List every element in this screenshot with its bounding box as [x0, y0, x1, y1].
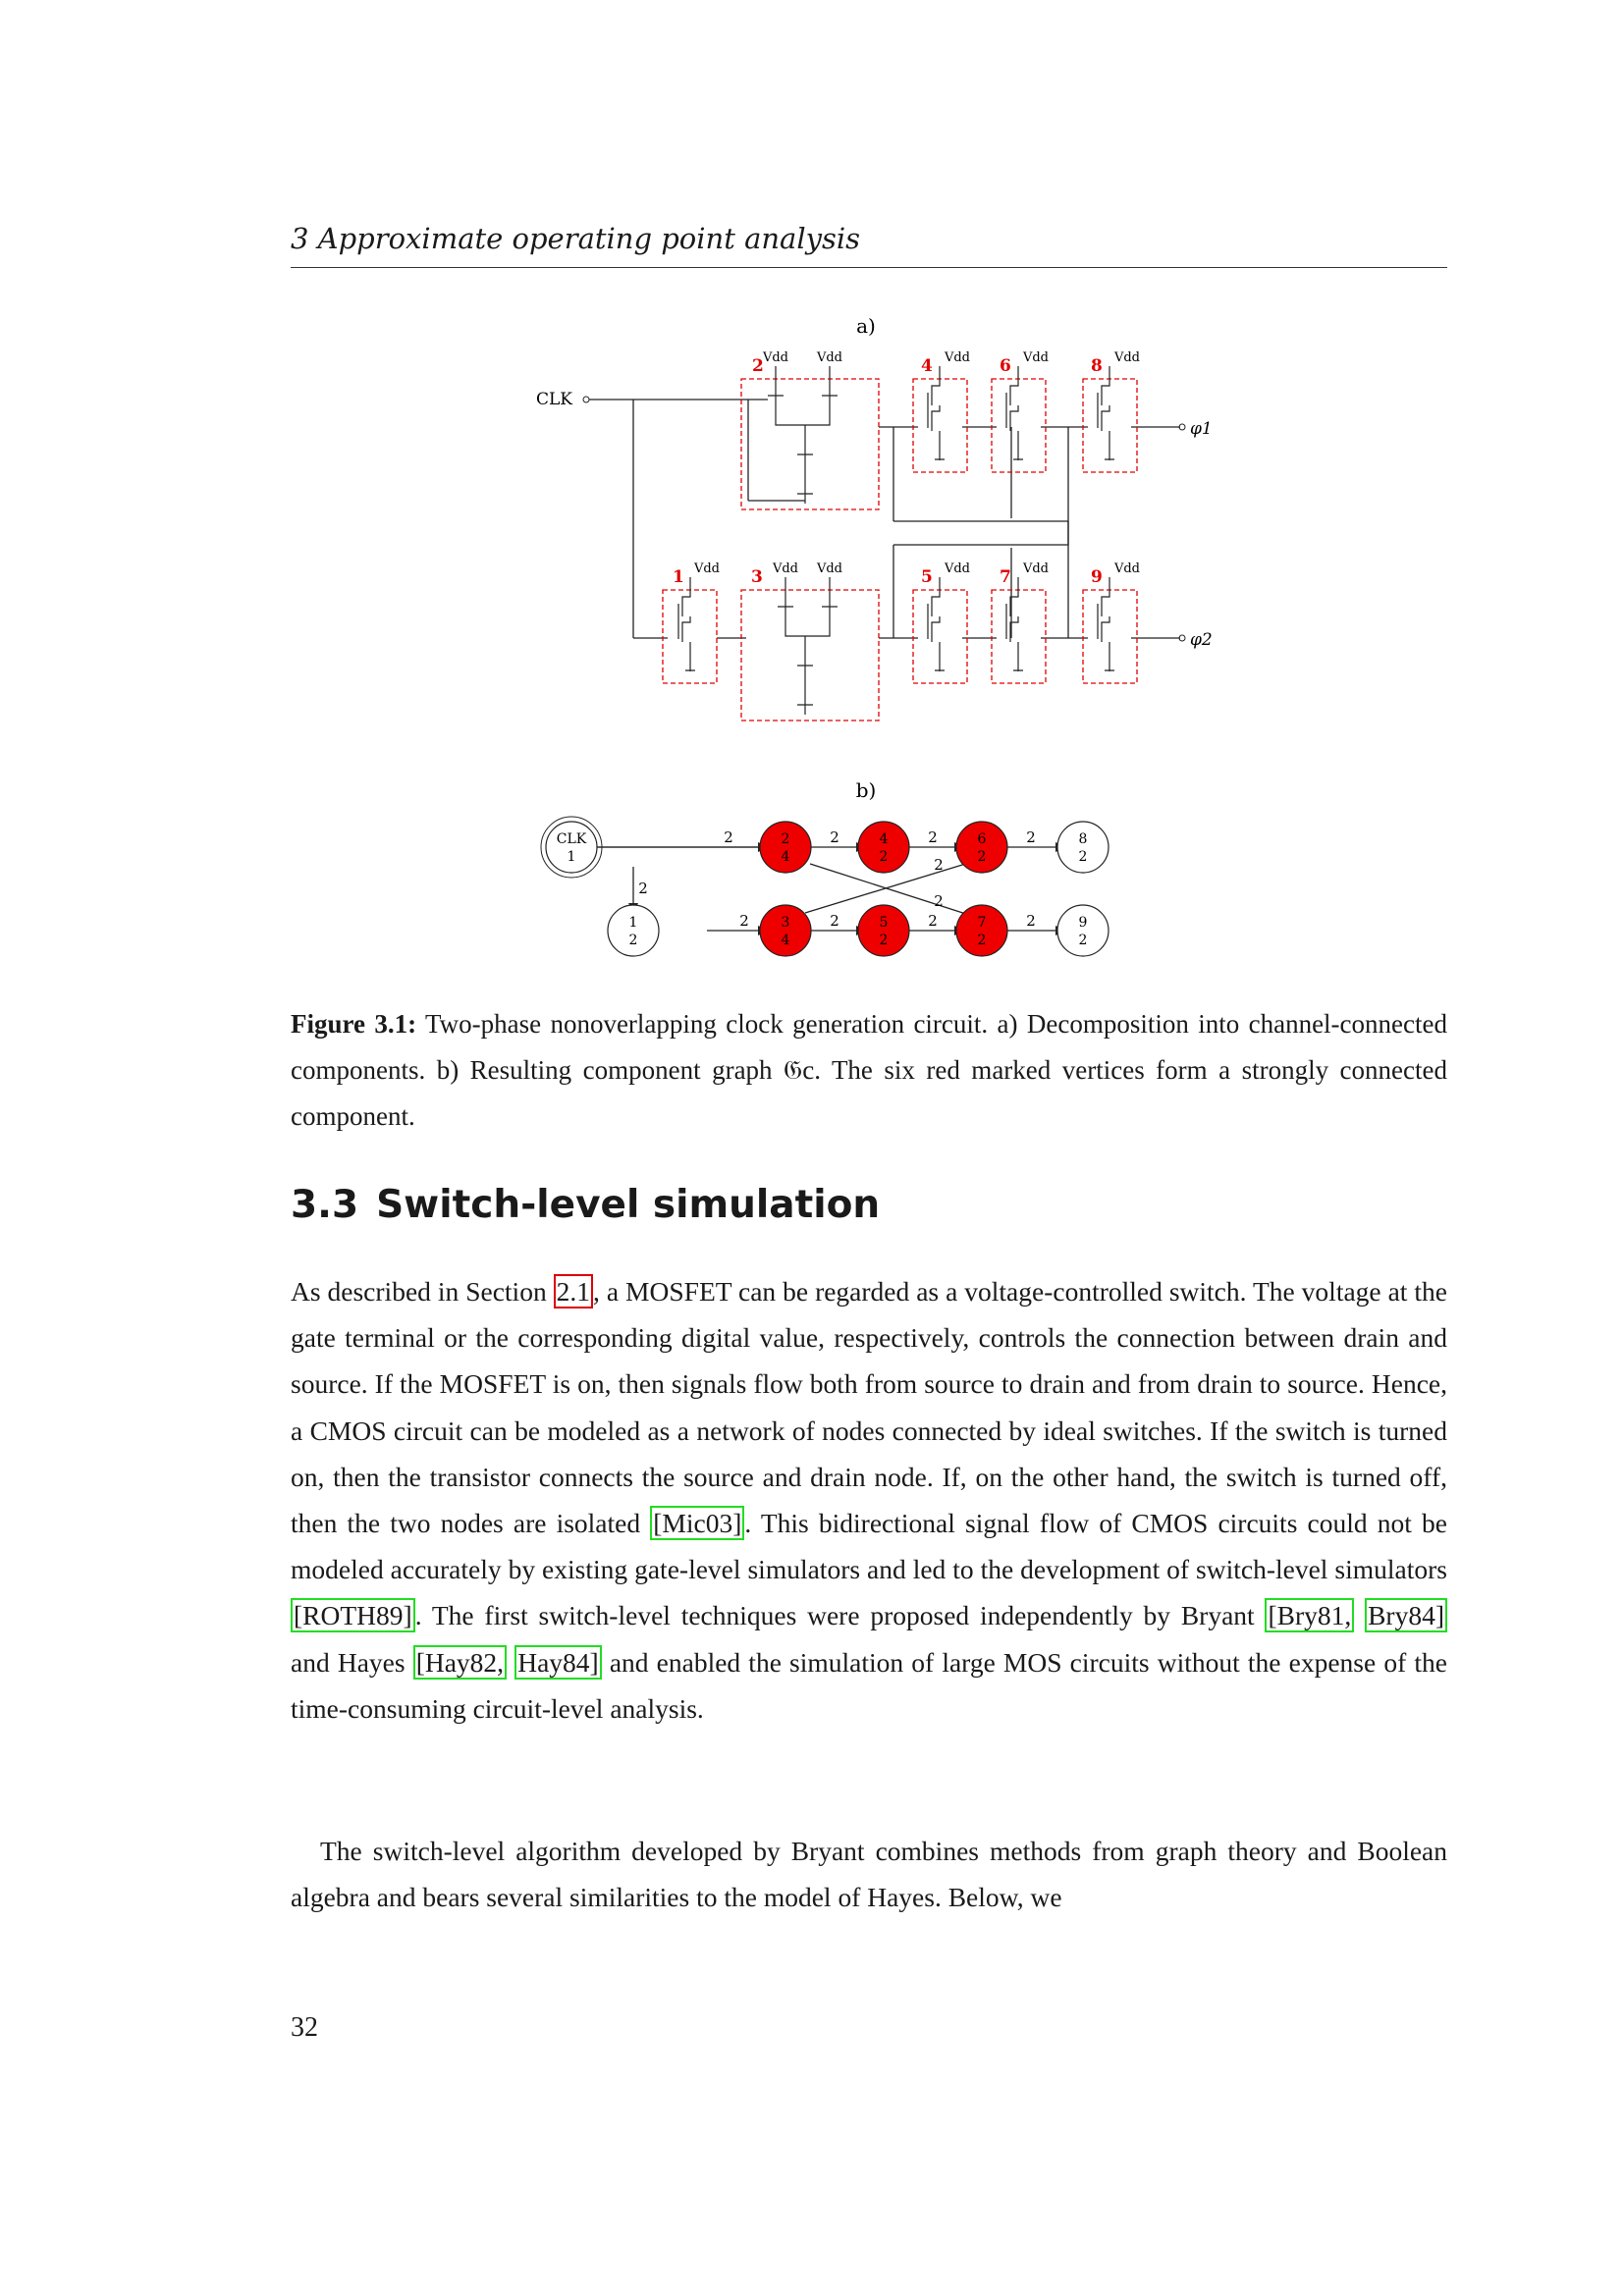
- edge-weight: 2: [934, 856, 944, 874]
- graph-node-4: [858, 822, 909, 873]
- node-id-label: 2: [781, 831, 790, 847]
- vdd-label: Vdd: [1022, 350, 1050, 365]
- node-id-label: 7: [977, 915, 987, 931]
- caption-text: Two-phase nonoverlapping clock generation circuit. a) Decomposition into channel-connected components. b) Resulting component graph 𝔊c. The six red marked vertices form a strongly connected component.: [291, 1009, 1447, 1131]
- node-id-label: 5: [879, 915, 889, 931]
- node-weight-label: 2: [879, 933, 889, 948]
- comp-num-5: 5: [921, 567, 933, 587]
- comp-num-2: 2: [752, 356, 764, 376]
- section-heading: [291, 1183, 880, 1227]
- text-run: and Hayes: [291, 1646, 413, 1678]
- node-id-label: 8: [1078, 831, 1088, 847]
- vdd-label: Vdd: [944, 561, 971, 576]
- edge-weight: 2: [830, 828, 839, 846]
- edge-weight: 2: [928, 828, 938, 846]
- text-run: and enabled the simulation of large MOS circuits without the expense of the time-consuming circuit-level analysis.: [291, 1646, 1447, 1724]
- page-number: 32: [291, 2012, 318, 2043]
- node-id-label: 9: [1078, 915, 1088, 931]
- node-id-label: 1: [628, 915, 638, 931]
- comp-num-8: 8: [1091, 356, 1103, 376]
- citation-link[interactable]: [Hay82,: [413, 1645, 507, 1680]
- label-a: a): [856, 314, 876, 338]
- vdd-label: Vdd: [816, 561, 843, 576]
- circuit-wires: [589, 400, 1180, 638]
- edge-weight: 2: [724, 828, 733, 846]
- comp-num-6: 6: [1000, 356, 1011, 376]
- citation-link[interactable]: [Mic03]: [650, 1506, 744, 1540]
- vdd-label: Vdd: [1022, 561, 1050, 576]
- node-id-label: 4: [879, 831, 889, 847]
- node-weight-label: 2: [628, 933, 638, 948]
- graph-node-7: [956, 905, 1007, 956]
- node-weight-label: 1: [567, 849, 576, 865]
- clk-terminal: [583, 397, 589, 402]
- running-header: [291, 222, 1447, 268]
- citation-link[interactable]: Hay84]: [514, 1645, 601, 1680]
- edge-weight: 2: [1026, 912, 1036, 930]
- graph-node-1: [608, 905, 659, 956]
- phi1-label: φ1: [1190, 419, 1213, 439]
- node-weight-label: 2: [879, 849, 889, 865]
- paragraph-2: The switch-level algorithm developed by Bryant combines methods from graph theory and Boolean algebra and bears several similarities to the model of Hayes. Below, we: [291, 1836, 1447, 1913]
- figure-caption: [291, 1001, 1447, 1140]
- section-number: 3.3: [291, 1183, 359, 1227]
- graph-node-6: [956, 822, 1007, 873]
- vdd-label: Vdd: [693, 561, 721, 576]
- header-title: 3 Approximate operating point analysis: [291, 222, 861, 255]
- comp-num-3: 3: [751, 567, 763, 587]
- text-run: , a MOSFET can be regarded as a voltage-controlled switch. The voltage at the gate terminal or the corresponding digital value, respectively, controls the connection between drain and source. If the MOSFET is on, then signals flow both from source to drain and from drain to source. Hence, a CMOS circuit can be modeled as a network of nodes connected by ideal switches. If the switch is turned on, then the transistor connects the source and drain node. If, on the other hand, the switch is turned off, then the two nodes are isolated: [291, 1276, 1447, 1539]
- text-run: . The first switch-level techniques were proposed independently by Bryant: [414, 1600, 1266, 1631]
- edge-weight: 2: [934, 892, 944, 910]
- edge-weight: 2: [830, 912, 839, 930]
- node-weight-label: 4: [781, 933, 790, 948]
- circuit-figure: [511, 312, 1217, 989]
- comp-num-7: 7: [1000, 567, 1011, 587]
- vdd-label: Vdd: [1113, 561, 1141, 576]
- figure-3-1: [511, 312, 1217, 989]
- comp-num-4: 4: [921, 356, 933, 376]
- comp-num-1: 1: [673, 567, 684, 587]
- graph-node-8: [1057, 822, 1109, 873]
- paragraph-1: [291, 1268, 1447, 1732]
- edge-weight: 2: [928, 912, 938, 930]
- graph-node-2: [760, 822, 811, 873]
- phi2-label: φ2: [1190, 630, 1213, 650]
- caption-lead: Figure 3.1:: [291, 1009, 417, 1039]
- node-id-label: 3: [781, 915, 790, 931]
- comp-num-9: 9: [1091, 567, 1103, 587]
- citation-link[interactable]: [Bry81,: [1265, 1598, 1354, 1632]
- transistor-glyphs: [678, 366, 1114, 715]
- graph-node-clk: [541, 817, 602, 878]
- label-b: b): [855, 778, 877, 802]
- node-weight-label: 2: [1078, 933, 1088, 948]
- vdd-label: Vdd: [1113, 350, 1141, 365]
- edge-weight: 2: [739, 912, 749, 930]
- vdd-label: Vdd: [816, 350, 843, 365]
- clk-label: CLK: [536, 390, 572, 409]
- citation-link[interactable]: Bry84]: [1365, 1598, 1447, 1632]
- graph-node-3: [760, 905, 811, 956]
- graph-node-9: [1057, 905, 1109, 956]
- vdd-label: Vdd: [944, 350, 971, 365]
- text-run: As described in Section: [291, 1276, 554, 1307]
- node-weight-label: 4: [781, 849, 790, 865]
- graph-node-5: [858, 905, 909, 956]
- node-weight-label: 2: [1078, 849, 1088, 865]
- node-weight-label: 2: [977, 849, 987, 865]
- node-id-label: CLK: [556, 831, 587, 847]
- section-ref-link[interactable]: 2.1: [554, 1274, 593, 1308]
- node-weight-label: 2: [977, 933, 987, 948]
- component-boxes: [663, 379, 1137, 721]
- citation-link[interactable]: [ROTH89]: [291, 1598, 415, 1632]
- section-title: Switch-level simulation: [376, 1183, 881, 1227]
- vdd-label: Vdd: [762, 350, 789, 365]
- node-id-label: 6: [977, 831, 987, 847]
- edge-weight: 2: [1026, 828, 1036, 846]
- edge-weight: 2: [638, 880, 648, 897]
- vdd-label: Vdd: [772, 561, 799, 576]
- text-run: . This bidirectional signal flow of CMOS circuits could not be modeled accurately by existing gate-level simulators and led to the development of switch-level simulators: [291, 1508, 1447, 1585]
